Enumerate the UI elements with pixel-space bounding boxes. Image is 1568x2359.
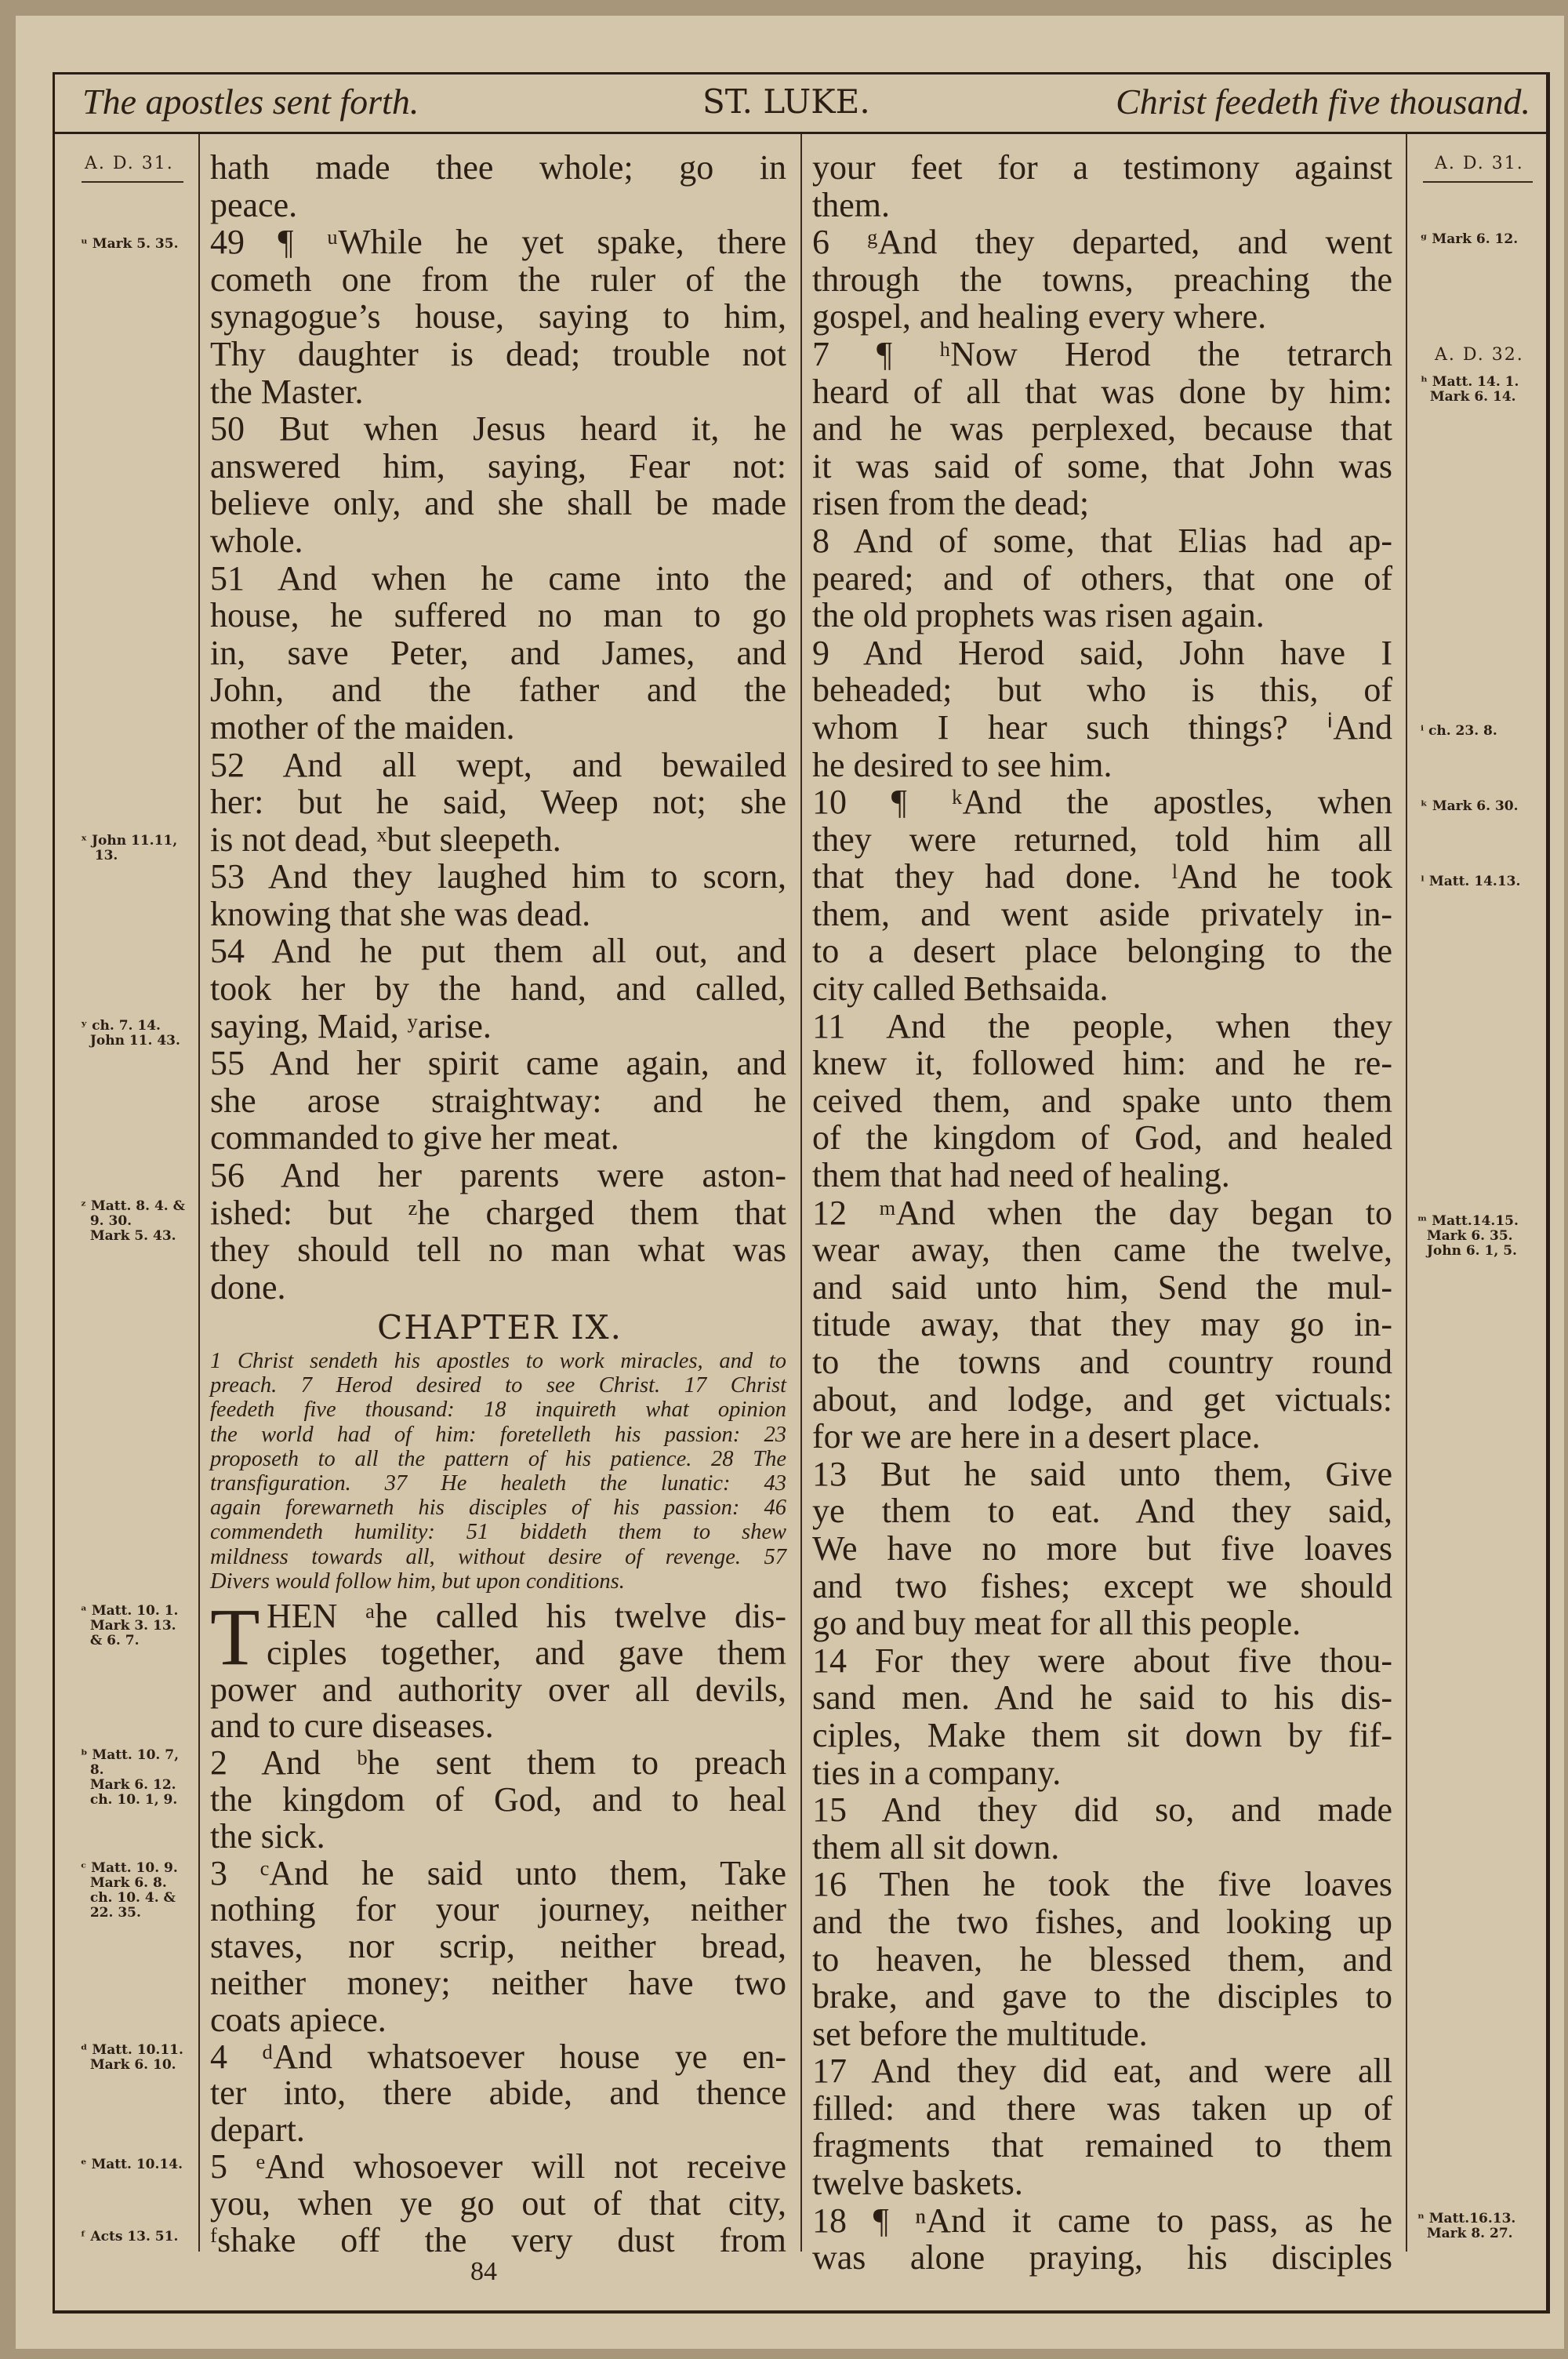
verse-line: done.	[210, 1267, 286, 1307]
margin-reference: ᵐ Matt.14.15. Mark 6. 35. John 6. 1, 5.	[1417, 1213, 1519, 1259]
verse-line: saying, Maid, ʸarise.	[210, 1006, 492, 1045]
verse-line: depart.	[210, 2110, 305, 2150]
verse-line: he desired to see him.	[812, 745, 1112, 784]
verse-line: the old prophets was risen again.	[812, 596, 1265, 635]
verse-line: 53 And they laughed him to scorn,	[210, 857, 786, 896]
summary-line: preach. 7 Herod desired to see Christ. 17 Christ	[210, 1373, 786, 1398]
verse-line: neither money; neither have two	[210, 1963, 786, 2002]
verse-line: 55 And her spirit came again, and	[210, 1044, 786, 1083]
verse-line: heard of all that was done by him:	[812, 372, 1392, 411]
chapter-summary	[210, 1349, 786, 1594]
column-divider	[800, 134, 802, 2252]
verse-line: risen from the dead;	[812, 484, 1090, 523]
summary-line: commendeth humility: 51 biddeth them to shew	[210, 1520, 786, 1545]
chapter-text-column	[210, 1592, 786, 2259]
right-margin-divider	[1406, 134, 1407, 2252]
page-number: 84	[470, 2257, 497, 2286]
right-era-date: A. D. 31.	[1435, 154, 1524, 173]
verse-line: you, when ye go out of that city,	[210, 2183, 786, 2223]
verse-line: staves, nor scrip, neither bread,	[210, 1927, 786, 1966]
verse-line: for we are here in a desert place.	[812, 1417, 1261, 1456]
left-margin-divider	[198, 134, 200, 2252]
verse-line: answered him, saying, Fear not:	[210, 446, 786, 485]
verse-line: is not dead, ˣbut sleepeth.	[210, 820, 561, 859]
verse-line: them.	[812, 185, 890, 224]
verse-line: whole.	[210, 521, 303, 560]
verse-line: and the two fishes, and looking up	[812, 1902, 1392, 1941]
margin-reference: ᶻ Matt. 8. 4. & 9. 30. Mark 5. 43.	[81, 1198, 185, 1244]
verse-line: they should tell no man what was	[210, 1230, 786, 1270]
verse-line: ties in a company.	[812, 1753, 1062, 1792]
margin-reference: ʰ Matt. 14. 1. Mark 6. 14.	[1421, 374, 1519, 405]
verse-line: ciples, Make them sit down by fif-	[812, 1715, 1392, 1754]
running-head-right: Christ feedeth five thousand.	[1116, 82, 1530, 122]
summary-line: proposeth to all the pattern of his patience. 28 The	[210, 1446, 786, 1471]
verse-line: power and authority over all devils,	[210, 1670, 786, 1709]
margin-reference: ⁱ ch. 23. 8.	[1421, 723, 1497, 739]
margin-reference: ᵍ Mark 6. 12.	[1421, 231, 1519, 247]
verse-line: commanded to give her meat.	[210, 1118, 619, 1158]
verse-line: and to cure diseases.	[210, 1707, 494, 1746]
verse-line: and he was perplexed, because that	[812, 409, 1392, 449]
verse-line: knew it, followed him: and he re-	[812, 1044, 1392, 1083]
verse-line: fragments that remained to them	[812, 2126, 1392, 2165]
verse-line: 56 And her parents were aston-	[210, 1156, 786, 1195]
verse-line: nothing for your journey, neither	[210, 1890, 786, 1929]
margin-reference: ⁿ Matt.16.13. Mark 8. 27.	[1417, 2211, 1516, 2241]
verse-line: to heaven, he blessed them, and	[812, 1939, 1392, 1979]
verse-line: 8 And of some, that Elias had ap-	[812, 521, 1392, 560]
verse-line: coats apiece.	[210, 2000, 387, 2039]
verse-line: cometh one from the ruler of the	[210, 260, 786, 299]
verse-line: in, save Peter, and James, and	[210, 633, 786, 672]
verse-line: mother of the maiden.	[210, 707, 515, 747]
verse-line: 12 ᵐAnd when the day began to	[812, 1193, 1392, 1232]
verse-line: about, and lodge, and get victuals:	[812, 1379, 1392, 1419]
summary-line: Divers would follow him, but upon conditions.	[210, 1568, 625, 1594]
margin-reference: ˣ John 11.11, 13.	[81, 833, 178, 863]
left-era-rule	[82, 181, 183, 183]
verse-line: beheaded; but who is this, of	[812, 671, 1392, 710]
verse-line: them all sit down.	[812, 1827, 1060, 1866]
verse-line: 7 ¶ ʰNow Herod the tetrarch	[812, 334, 1392, 373]
margin-reference: ᵈ Matt. 10.11. Mark 6. 10.	[81, 2042, 183, 2073]
verse-line: ceived them, and spake unto them	[812, 1081, 1392, 1120]
verse-line: 10 ¶ ᵏAnd the apostles, when	[812, 783, 1392, 822]
verse-line: to the towns and country round	[812, 1343, 1392, 1381]
verse-line: of the kingdom of God, and healed	[812, 1118, 1392, 1158]
margin-reference: ᶠ Acts 13. 51.	[81, 2229, 179, 2245]
margin-reference: ᵘ Mark 5. 35.	[81, 236, 179, 252]
verse-line: We have no more but five loaves	[812, 1528, 1392, 1568]
verse-line: she arose straightway: and he	[210, 1081, 786, 1120]
verse-line: peared; and of others, that one of	[812, 558, 1392, 598]
verse-line: and two fishes; except we should	[812, 1566, 1392, 1605]
verse-line: and said unto him, Send the mul-	[812, 1267, 1392, 1307]
drop-cap: T	[210, 1592, 260, 1682]
verse-line: 6 ᵍAnd they departed, and went	[812, 223, 1392, 262]
verse-line: them that had need of healing.	[812, 1156, 1230, 1195]
verse-line: John, and the father and the	[210, 671, 786, 710]
verse-line: hath made thee whole; go in	[210, 148, 786, 187]
verse-line: 17 And they did eat, and were all	[812, 2052, 1392, 2091]
summary-line: mildness towards all, without desire of revenge. 57	[210, 1544, 786, 1569]
verse-line: the Master.	[210, 372, 364, 411]
margin-reference: ᵉ Matt. 10.14.	[81, 2157, 183, 2172]
summary-line: the world had of him: foretelleth his passion: 23	[210, 1422, 786, 1447]
verse-line: 3 ᶜAnd he said unto them, Take	[210, 1853, 786, 1892]
verse-line: HEN ᵃhe called his twelve dis-	[267, 1597, 786, 1635]
chapter-heading: CHAPTER IX.	[377, 1308, 622, 1347]
verse-line: set before the multitude.	[812, 2014, 1148, 2053]
verse-line: 5 ᵉAnd whosoever will not receive	[210, 2146, 786, 2186]
verse-line: 50 But when Jesus heard it, he	[210, 409, 786, 449]
verse-line: twelve baskets.	[812, 2164, 1023, 2203]
verse-line: took her by the hand, and called,	[210, 969, 786, 1009]
verse-line: synagogue’s house, saying to him,	[210, 297, 786, 336]
verse-line: the sick.	[210, 1816, 325, 1856]
verse-line: 18 ¶ ⁿAnd it came to pass, as he	[812, 2201, 1392, 2240]
left-text-column	[210, 149, 786, 1306]
right-text-column	[812, 149, 1392, 2277]
right-era-date-2: A. D. 32.	[1435, 345, 1524, 365]
verse-line: them, and went aside privately in-	[812, 894, 1392, 933]
verse-line: city called Bethsaida.	[812, 969, 1109, 1009]
margin-reference: ˡ Matt. 14.13.	[1421, 874, 1521, 889]
verse-line: 51 And when he came into the	[210, 558, 786, 598]
verse-line: go and buy meat for all this people.	[812, 1604, 1301, 1643]
verse-line: to a desert place belonging to the	[812, 932, 1392, 971]
margin-reference: ᵃ Matt. 10. 1. Mark 3. 13. & 6. 7.	[81, 1603, 179, 1648]
verse-line: ye them to eat. And they said,	[812, 1492, 1392, 1531]
verse-line: it was said of some, that John was	[812, 446, 1392, 485]
verse-line: through the towns, preaching the	[812, 260, 1392, 299]
verse-line: sand men. And he said to his dis-	[812, 1678, 1392, 1717]
verse-line: 9 And Herod said, John have I	[812, 633, 1392, 672]
margin-reference: ʸ ch. 7. 14. John 11. 43.	[81, 1018, 180, 1049]
running-head-book: ST. LUKE.	[702, 82, 870, 121]
verse-line: 54 And he put them all out, and	[210, 932, 786, 971]
verse-line: her: but he said, Weep not; she	[210, 783, 786, 822]
verse-line: 15 And they did so, and made	[812, 1790, 1392, 1830]
summary-line: feedeth five thousand: 18 inquireth what opinion	[210, 1398, 786, 1423]
summary-line: 1 Christ sendeth his apostles to work miracles, and to	[210, 1349, 786, 1373]
verse-line: the kingdom of God, and to heal	[210, 1779, 786, 1819]
margin-reference: ᵇ Matt. 10. 7, 8. Mark 6. 12. ch. 10. 1, 9.	[81, 1747, 180, 1808]
verse-line: 52 And all wept, and bewailed	[210, 745, 786, 784]
verse-line: your feet for a testimony against	[812, 148, 1392, 187]
right-era-rule	[1423, 181, 1533, 183]
summary-line: again forewarneth his disciples of his passion: 46	[210, 1496, 786, 1521]
verse-line: Thy daughter is dead; trouble not	[210, 334, 786, 373]
verse-line: knowing that she was dead.	[210, 894, 591, 933]
margin-reference: ᶜ Matt. 10. 9. Mark 6. 8. ch. 10. 4. & 22. 35.	[81, 1860, 178, 1921]
summary-line: transfiguration. 37 He healeth the lunatic: 43	[210, 1470, 786, 1496]
verse-line: they were returned, told him all	[812, 820, 1392, 859]
verse-line: ter into, there abide, and thence	[210, 2074, 786, 2113]
verse-line: brake, and gave to the disciples to	[812, 1977, 1392, 2016]
verse-line: 14 For they were about five thou-	[812, 1641, 1392, 1680]
verse-line: 4 ᵈAnd whatsoever house ye en-	[210, 2037, 786, 2076]
verse-line: ᶠshake off the very dust from	[210, 2220, 786, 2259]
verse-line: house, he suffered no man to go	[210, 596, 786, 635]
verse-line: 11 And the people, when they	[812, 1006, 1392, 1045]
verse-line: filled: and there was taken up of	[812, 2088, 1392, 2128]
verse-line: wear away, then came the twelve,	[812, 1230, 1392, 1270]
left-era-date: A. D. 31.	[85, 154, 174, 173]
verse-line: 49 ¶ ᵘWhile he yet spake, there	[210, 223, 786, 262]
verse-line: whom I hear such things? ⁱAnd	[812, 707, 1392, 747]
verse-line: that they had done. ˡAnd he took	[812, 857, 1392, 896]
verse-line: was alone praying, his disciples	[812, 2238, 1392, 2277]
verse-line: ished: but ᶻhe charged them that	[210, 1193, 786, 1232]
verse-line: peace.	[210, 185, 298, 224]
verse-line: titude away, that they may go in-	[812, 1305, 1392, 1344]
verse-line: 2 And ᵇhe sent them to preach	[210, 1743, 786, 1783]
verse-line: believe only, and she shall be made	[210, 484, 786, 523]
margin-reference: ᵏ Mark 6. 30.	[1421, 798, 1519, 814]
verse-line: gospel, and healing every where.	[812, 297, 1267, 336]
verse-line: 13 But he said unto them, Give	[812, 1454, 1392, 1493]
running-head-left: The apostles sent forth.	[82, 82, 419, 122]
verse-line: 16 Then he took the five loaves	[812, 1865, 1392, 1904]
verse-line: ciples together, and gave them	[267, 1633, 786, 1672]
